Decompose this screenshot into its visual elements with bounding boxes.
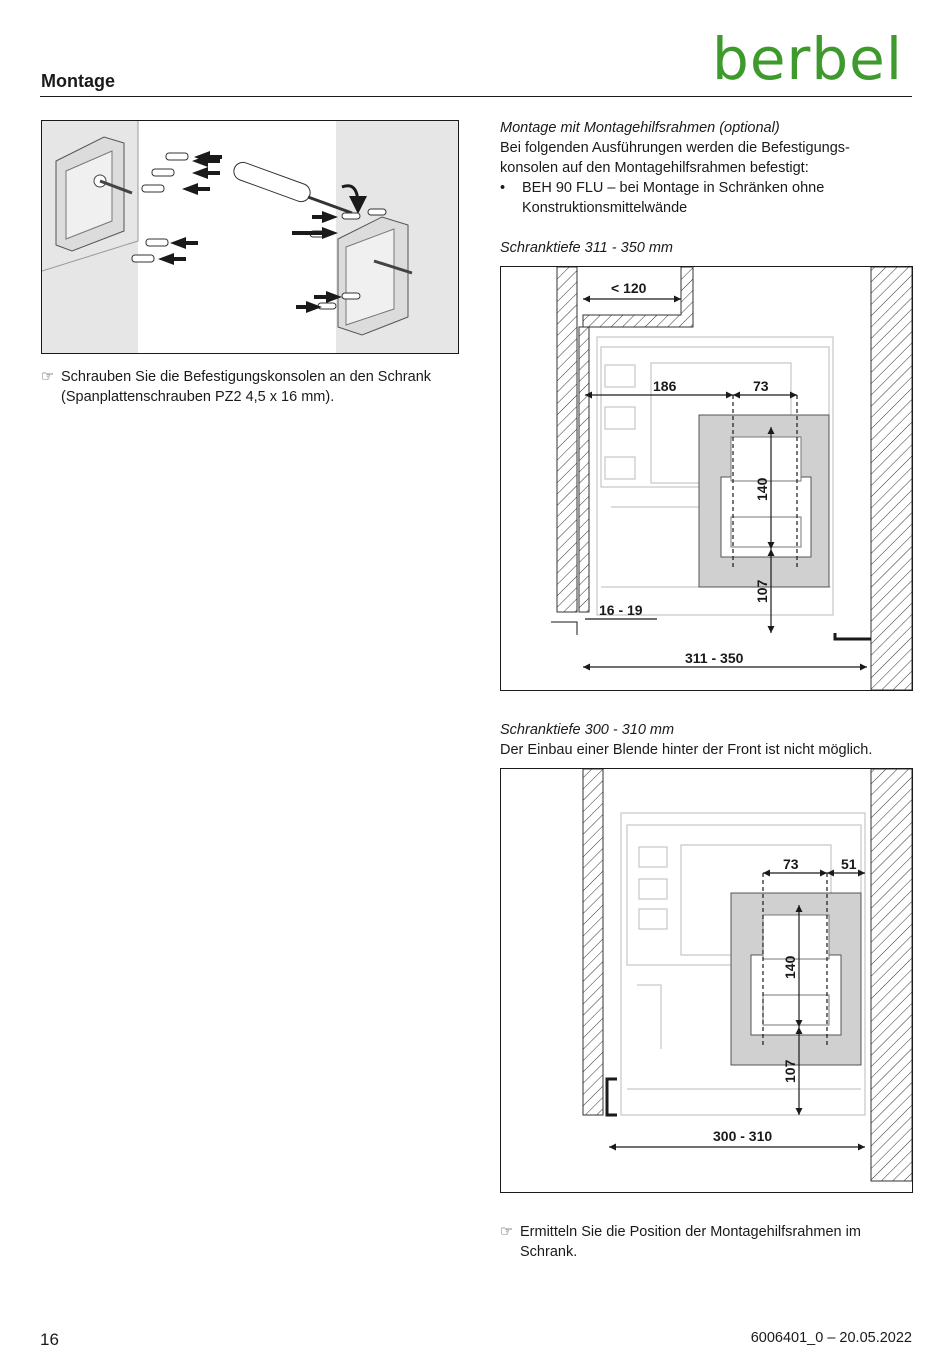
dim-51: 51 xyxy=(841,856,857,872)
cabinet-depth-figure-2 xyxy=(500,768,913,1193)
dim-depth-1: 311 - 350 xyxy=(685,650,744,666)
instruction-2 xyxy=(500,1222,912,1262)
page-number: 16 xyxy=(40,1330,59,1349)
instruction-1-text: Schrauben Sie die Befestigungskonsolen an den Schrank (Spanplattenschrauben PZ2 4,5 x 16 mm). xyxy=(61,369,432,405)
dim-depth-2: 300 - 310 xyxy=(713,1128,773,1144)
bracket-mounting-illustration xyxy=(42,121,458,353)
dim-107: 107 xyxy=(754,579,770,603)
bullet-text: BEH 90 FLU – bei Montage in Schränken ohne Konstruktionsmittelwände xyxy=(522,180,825,216)
cabinet-depth-diagram-2 xyxy=(501,769,912,1192)
dim-73-b: 73 xyxy=(783,856,799,872)
section-title: Montage xyxy=(41,71,115,91)
intro-text: Bei folgenden Ausführungen werden die Befestigungs-konsolen auf den Montagehilfsrahmen befestigt: xyxy=(500,140,850,176)
dim-107-b: 107 xyxy=(782,1059,798,1083)
dim-140-b: 140 xyxy=(782,955,798,979)
pointing-hand-icon: ☞ xyxy=(41,369,54,385)
brand-logo: berbel xyxy=(712,25,903,93)
fig2-caption: Schranktiefe 300 - 310 mm xyxy=(500,722,675,738)
instruction-1 xyxy=(41,367,461,407)
bullet-dot: • xyxy=(500,180,506,196)
dim-73: 73 xyxy=(753,378,769,394)
cabinet-depth-figure-1 xyxy=(500,266,913,691)
dim-gap: 16 - 19 xyxy=(599,602,643,618)
instruction-2-text: Ermitteln Sie die Position der Montagehilfsrahmen im Schrank. xyxy=(520,1224,861,1260)
bracket-mounting-figure xyxy=(41,120,459,354)
subheading: Montage mit Montagehilfsrahmen (optional) xyxy=(500,120,780,136)
screwdriver-icon xyxy=(231,160,352,213)
dim-top: < 120 xyxy=(611,280,647,296)
document-reference: 6006401_0 – 20.05.2022 xyxy=(750,1330,912,1346)
header-rule xyxy=(40,96,912,97)
bullet-item xyxy=(500,178,912,218)
dim-186: 186 xyxy=(653,378,677,394)
fig2-note: Der Einbau einer Blende hinter der Front ist nicht möglich. xyxy=(500,742,873,758)
pointing-hand-icon: ☞ xyxy=(500,1224,513,1240)
cabinet-depth-diagram-1 xyxy=(501,267,912,690)
fig1-caption: Schranktiefe 311 - 350 mm xyxy=(500,240,674,256)
dim-140: 140 xyxy=(754,477,770,501)
